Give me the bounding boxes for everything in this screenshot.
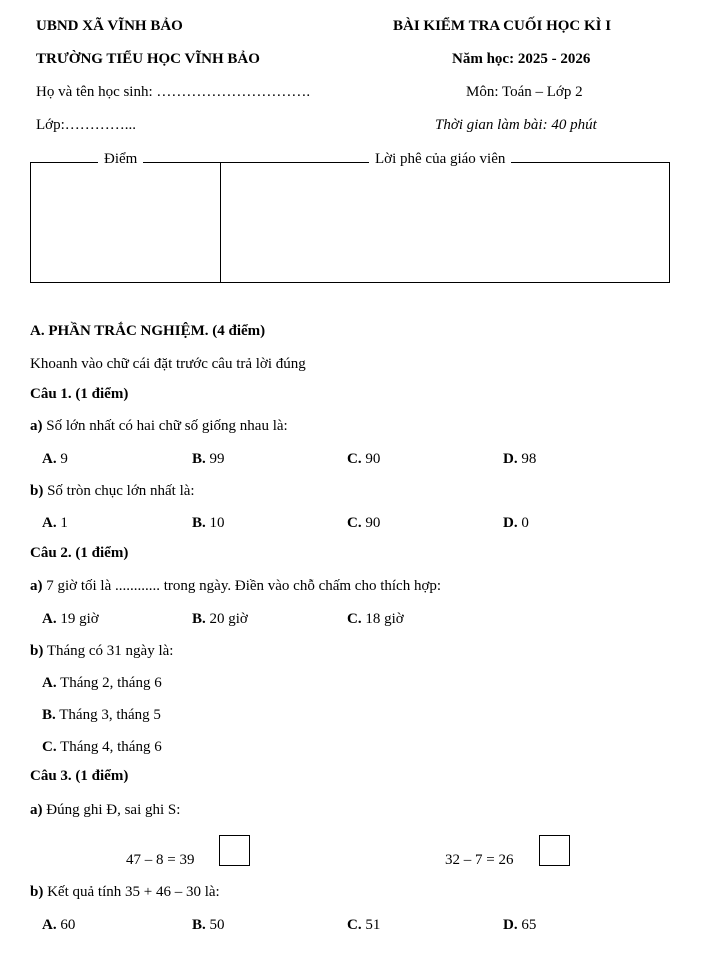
option-text: 18 giờ [361, 611, 404, 627]
part-label: a) [30, 578, 43, 594]
prompt-text: 7 giờ tối là ............ trong ngày. Điền vào chỗ chấm cho thích hợp: [42, 578, 442, 594]
part-label: a) [30, 802, 43, 818]
option-text: 0 [517, 515, 529, 531]
part-label: a) [30, 418, 43, 434]
answer-option[interactable] [347, 515, 380, 532]
option-letter: C. [347, 515, 362, 531]
score-box-divider [220, 162, 221, 283]
answer-option[interactable] [42, 917, 75, 934]
option-text: 10 [205, 515, 225, 531]
class-field[interactable]: Lớp:…………... [36, 117, 137, 133]
question-2a-prompt [30, 578, 441, 595]
time-limit: Thời gian làm bài: 40 phút [435, 117, 597, 133]
subject-line: Môn: Toán – Lớp 2 [466, 84, 583, 100]
section-a-instruction: Khoanh vào chữ cái đặt trước câu trả lời đúng [30, 356, 306, 372]
school-name: TRƯỜNG TIỂU HỌC VĨNH BẢO [36, 51, 260, 67]
school-year: Năm học: 2025 - 2026 [452, 51, 591, 67]
question-1-title: Câu 1. (1 điểm) [30, 386, 129, 402]
option-text: 90 [361, 451, 381, 467]
option-letter: B. [42, 707, 56, 723]
question-2b-prompt [30, 643, 173, 660]
prompt-text: Số lớn nhất có hai chữ số giống nhau là: [42, 418, 288, 434]
answer-option[interactable] [192, 451, 225, 468]
answer-option[interactable] [192, 515, 225, 532]
option-letter: A. [42, 917, 57, 933]
option-text: 99 [205, 451, 225, 467]
prompt-text: Tháng có 31 ngày là: [43, 643, 174, 659]
answer-option[interactable] [192, 611, 248, 628]
option-text: 98 [517, 451, 537, 467]
answer-option[interactable] [42, 707, 161, 724]
answer-option[interactable] [42, 451, 68, 468]
true-false-answer-box[interactable] [539, 835, 570, 866]
option-letter: D. [503, 917, 518, 933]
answer-option[interactable] [42, 515, 68, 532]
option-letter: D. [503, 451, 518, 467]
option-letter: A. [42, 515, 57, 531]
option-letter: C. [347, 451, 362, 467]
option-letter: A. [42, 675, 57, 691]
option-letter: A. [42, 611, 57, 627]
option-text: Tháng 2, tháng 6 [56, 675, 162, 691]
true-false-answer-box[interactable] [219, 835, 250, 866]
expression-1: 47 – 8 = 39 [126, 852, 195, 868]
answer-option[interactable] [347, 451, 380, 468]
option-letter: B. [192, 451, 206, 467]
answer-option[interactable] [192, 917, 225, 934]
option-text: Tháng 4, tháng 6 [56, 739, 162, 755]
answer-option[interactable] [42, 611, 99, 628]
option-text: 90 [361, 515, 381, 531]
option-letter: A. [42, 451, 57, 467]
option-letter: B. [192, 611, 206, 627]
question-2-title: Câu 2. (1 điểm) [30, 545, 129, 561]
student-name-field[interactable]: Họ và tên học sinh: …………………………. [36, 84, 311, 100]
option-text: 19 giờ [56, 611, 99, 627]
teacher-comment-label: Lời phê của giáo viên [369, 151, 511, 168]
score-label: Điểm [98, 151, 143, 168]
answer-option[interactable] [42, 675, 162, 692]
answer-option[interactable] [347, 917, 380, 934]
option-letter: B. [192, 917, 206, 933]
question-1b-prompt [30, 483, 195, 500]
question-3b-prompt [30, 884, 220, 901]
prompt-text: Đúng ghi Đ, sai ghi S: [42, 802, 181, 818]
question-1a-prompt [30, 418, 288, 435]
score-comment-box [30, 162, 670, 283]
answer-option[interactable] [347, 611, 404, 628]
prompt-text: Số tròn chục lớn nhất là: [43, 483, 195, 499]
option-text: Tháng 3, tháng 5 [55, 707, 161, 723]
prompt-text: Kết quả tính 35 + 46 – 30 là: [43, 884, 220, 900]
expression-2: 32 – 7 = 26 [445, 852, 514, 868]
answer-option[interactable] [42, 739, 162, 756]
option-text: 60 [56, 917, 76, 933]
answer-option[interactable] [503, 451, 536, 468]
part-label: b) [30, 884, 44, 900]
answer-option[interactable] [503, 515, 529, 532]
option-text: 65 [517, 917, 537, 933]
answer-option[interactable] [503, 917, 536, 934]
option-letter: B. [192, 515, 206, 531]
question-3-title: Câu 3. (1 điểm) [30, 768, 129, 784]
question-3a-prompt [30, 802, 180, 819]
option-letter: C. [347, 917, 362, 933]
part-label: b) [30, 483, 44, 499]
option-text: 9 [56, 451, 68, 467]
option-letter: C. [42, 739, 57, 755]
option-letter: C. [347, 611, 362, 627]
exam-title: BÀI KIỂM TRA CUỐI HỌC KÌ I [393, 18, 612, 34]
district-name: UBND XÃ VĨNH BẢO [36, 18, 183, 34]
part-label: b) [30, 643, 44, 659]
section-a-title: A. PHẦN TRẮC NGHIỆM. (4 điểm) [30, 323, 266, 339]
option-text: 51 [361, 917, 381, 933]
option-text: 20 giờ [205, 611, 248, 627]
option-text: 50 [205, 917, 225, 933]
option-text: 1 [56, 515, 68, 531]
option-letter: D. [503, 515, 518, 531]
